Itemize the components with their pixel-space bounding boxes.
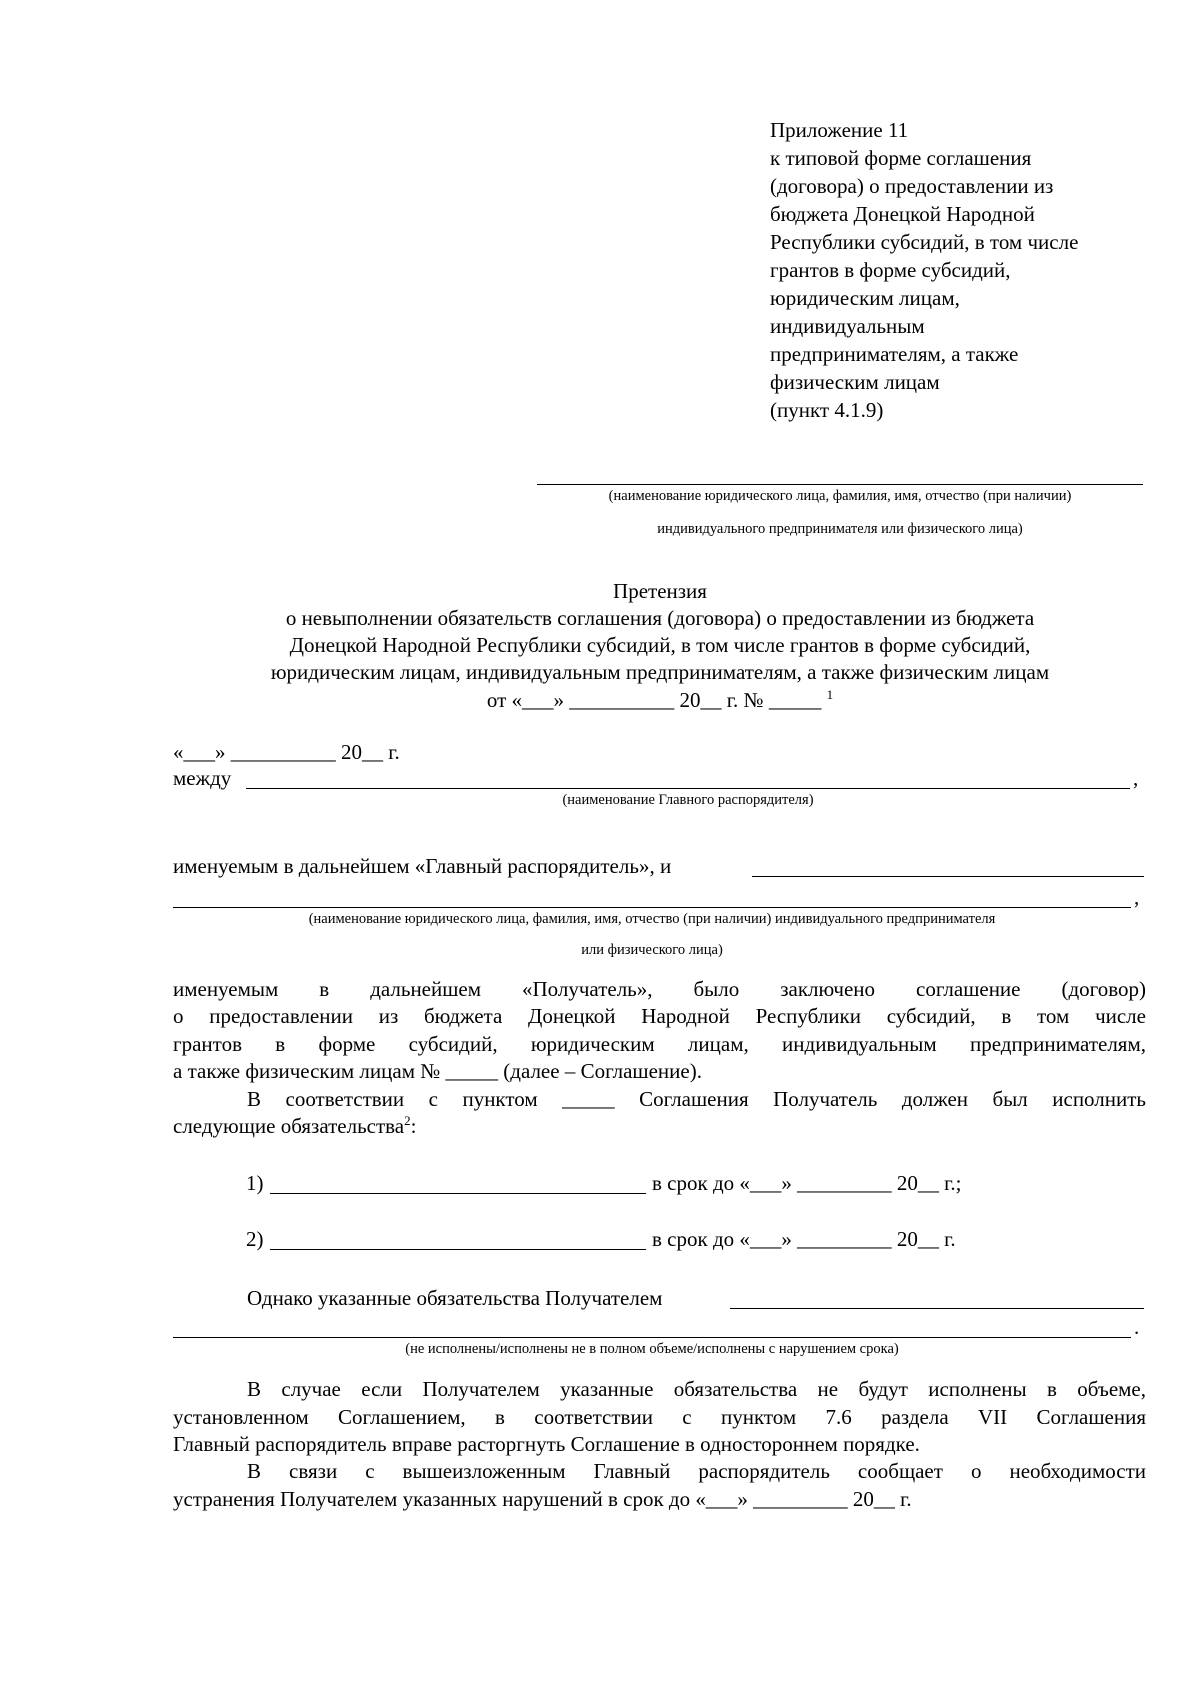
party-comma: ,	[1134, 885, 1140, 909]
annex-block	[770, 116, 1078, 424]
main-administrator-name-line[interactable]	[246, 788, 1130, 789]
annex-line: Республики субсидий, в том числе	[770, 230, 1079, 254]
party-caption-1: (наименование юридического лица, фамилия, имя, отчество (при наличии) индивидуального предпринимателя	[308, 911, 996, 927]
party-name-line-1[interactable]	[752, 876, 1144, 877]
title-line-3: юридическим лицам, индивидуальным предпринимателям, а также физическим лицам	[270, 660, 1050, 684]
title-date-number: от «___» __________ 20__ г. № _____	[486, 688, 822, 712]
between-comma: ,	[1133, 766, 1139, 790]
para3-line-2: установленном Соглашением, в соответствии с пунктом 7.6 раздела VII Соглашения	[173, 1405, 1146, 1429]
annex-line: предпринимателям, а также	[770, 342, 1019, 366]
however-field-1[interactable]	[730, 1308, 1144, 1309]
main-administrator-caption: (наименование Главного распорядителя)	[562, 792, 814, 808]
annex-line: юридическим лицам,	[770, 286, 960, 310]
annex-line: бюджета Донецкой Народной	[770, 202, 1035, 226]
however-period: .	[1134, 1315, 1140, 1339]
date-row: «___» __________ 20__ г.	[173, 740, 400, 764]
footnote-mark-2: 2	[404, 1113, 411, 1128]
between-label: между	[173, 766, 232, 790]
para2-line-2	[173, 1112, 416, 1140]
obligation-2-deadline: в срок до «___» _________ 20__ г.	[652, 1227, 956, 1251]
party-name-line-2[interactable]	[173, 907, 1131, 908]
obligation-1-field[interactable]	[270, 1193, 646, 1194]
named-main-administrator: именуемым в дальнейшем «Главный распорядитель», и	[173, 854, 672, 878]
annex-line: грантов в форме субсидий,	[770, 258, 1011, 282]
however-text: Однако указанные обязательства Получателем	[247, 1286, 663, 1310]
however-field-2[interactable]	[173, 1337, 1131, 1338]
para2-colon: :	[410, 1114, 417, 1138]
para4-line-1: В связи с вышеизложенным Главный распорядитель сообщает о необходимости	[247, 1459, 1146, 1483]
obligation-1-number: 1)	[246, 1171, 264, 1195]
para3-line-1: В случае если Получателем указанные обязательства не будут исполнены в объеме,	[247, 1377, 1146, 1401]
para1-line-1: именуемым в дальнейшем «Получатель», было заключено соглашение (договор)	[173, 977, 1146, 1001]
title-line-1: о невыполнении обязательств соглашения (договора) о предоставлении из бюджета	[285, 606, 1035, 630]
annex-line: к типовой форме соглашения	[770, 146, 1032, 170]
para1-line-2: о предоставлении из бюджета Донецкой Народной Республики субсидий, в том числе	[173, 1004, 1146, 1028]
para2-text: следующие обязательства	[173, 1114, 405, 1138]
annex-line: (пункт 4.1.9)	[770, 398, 884, 422]
footnote-mark-1: 1	[826, 687, 834, 702]
annex-line: (договора) о предоставлении из	[770, 174, 1054, 198]
recipient-caption-2: индивидуального предпринимателя или физического лица)	[657, 521, 1023, 537]
annex-line: индивидуальным	[770, 314, 925, 338]
para1-line-4: а также физическим лицам № _____ (далее – Соглашение).	[173, 1059, 702, 1083]
party-caption-2: или физического лица)	[581, 942, 723, 958]
title-date-line	[170, 686, 1150, 714]
obligation-2-number: 2)	[246, 1227, 264, 1251]
para4-line-2: устранения Получателем указанных нарушений в срок до «___» _________ 20__ г.	[173, 1487, 912, 1511]
obligation-2-field[interactable]	[270, 1249, 646, 1250]
however-caption: (не исполнены/исполнены не в полном объеме/исполнены с нарушением срока)	[405, 1341, 899, 1357]
para2-line-1: В соответствии с пунктом _____ Соглашения Получатель должен был исполнить	[247, 1087, 1146, 1111]
para1-line-3: грантов в форме субсидий, юридическим лицам, индивидуальным предпринимателям,	[173, 1032, 1146, 1056]
para3-line-3: Главный распорядитель вправе расторгнуть Соглашение в одностороннем порядке.	[173, 1432, 920, 1456]
recipient-name-line[interactable]	[537, 484, 1143, 485]
annex-line: физическим лицам	[770, 370, 940, 394]
document-heading: Претензия	[613, 579, 707, 603]
title-line-2: Донецкой Народной Республики субсидий, в том числе грантов в форме субсидий,	[289, 633, 1031, 657]
obligation-1-deadline: в срок до «___» _________ 20__ г.;	[652, 1171, 962, 1195]
recipient-caption-1: (наименование юридического лица, фамилия, имя, отчество (при наличии)	[608, 488, 1072, 504]
annex-line: Приложение 11	[770, 118, 909, 142]
